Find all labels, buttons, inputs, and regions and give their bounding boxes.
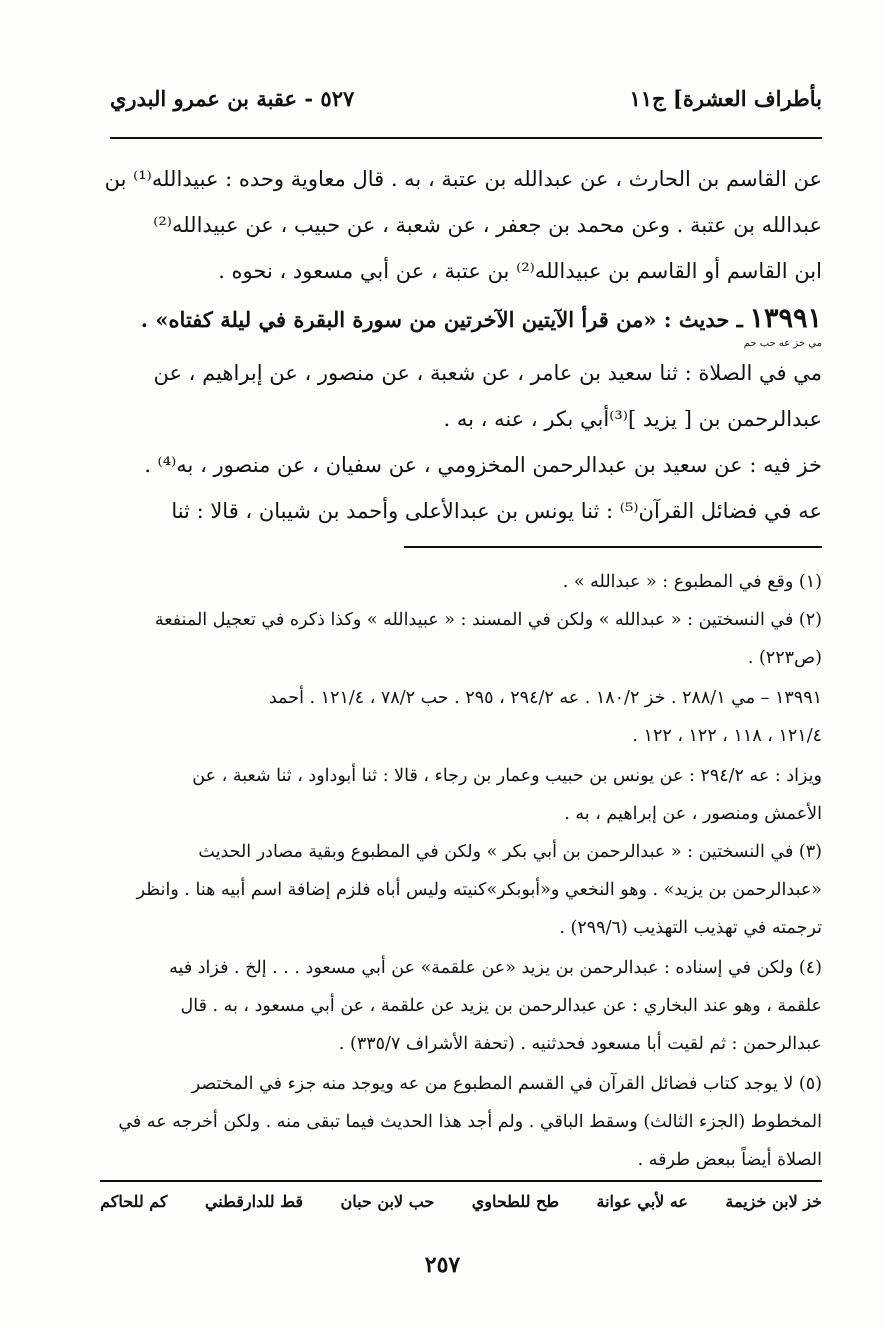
header-volume: بأطراف العشرة] ج١١ <box>629 86 822 111</box>
hadith-title: ـ حديث : «من قرأ الآيتين الآخرتين من سورة البقرة في ليلة كفتاه» . <box>140 307 743 332</box>
page-number: ٢٥٧ <box>424 1252 461 1278</box>
footnote-5-cont: المخطوط (الجزء الثالث) وسقط الباقي . ولم أجد هذا الحديث فيما تبقى منه . ولكن أخرجه عه في <box>118 1112 822 1132</box>
footnote-5-cont: الصلاة أيضاً ببعض طرقه . <box>637 1150 822 1170</box>
main-text-line: عه في فضائل القرآن⁽⁵⁾ : ثنا يونس بن عبدالأعلى وأحمد بن شيبان ، قالا : ثنا <box>171 499 822 523</box>
footnote-takhrij: ١٣٩٩١ – مي ٢٨٨/١ . خز ١٨٠/٢ . عه ٢٩٤/٢ ، ٢٩٥ . حب ٧٨/٢ ، ١٢١/٤ . أحمد <box>268 688 822 708</box>
legend-rule <box>100 1180 822 1182</box>
footnote-5: (٥) لا يوجد كتاب فضائل القرآن في القسم المطبوع من عه ويوجد منه جزء في المختصر <box>191 1074 822 1094</box>
footnote-addition: ويزاد : عه ٢٩٤/٢ : عن يونس بن حبيب وعمار بن رجاء ، قالا : ثنا أبوداود ، ثنا شعبة ، عن <box>192 766 822 786</box>
legend-item: كم للحاكم <box>100 1192 168 1211</box>
footnote-3-cont: «عبدالرحمن بن يزيد» . وهو النخعي و«أبوبكر»كنيته وليس أباه فلزم إضافة اسم أبيه هنا . وانظر <box>136 880 822 900</box>
footnote-2: (٢) في النسختين : « عبدالله » ولكن في المسند : « عبيدالله » وكذا ذكره في تعجيل المنفعة <box>154 610 822 630</box>
footnote-addition-cont: الأعمش ومنصور ، عن إبراهيم ، به . <box>564 804 822 824</box>
footnote-takhrij-cont: ١٢١/٤ ، ١١٨ ، ١٢٢ ، ١٢٢ . <box>632 726 822 746</box>
footnote-1: (١) وقع في المطبوع : « عبدالله » . <box>562 572 822 592</box>
footnote-2-cont: (ص٢٢٣) . <box>747 648 822 668</box>
header-rule <box>110 137 822 139</box>
main-text-line: عن القاسم بن الحارث ، عن عبدالله بن عتبة ، به . قال معاوية وحده : عبيدالله⁽¹⁾ بن <box>104 167 822 191</box>
footnote-rule <box>404 546 822 548</box>
main-text-line: ابن القاسم أو القاسم بن عبيدالله⁽²⁾ بن عتبة ، عن أبي مسعود ، نحوه . <box>218 259 822 283</box>
main-text-line: مي في الصلاة : ثنا سعيد بن عامر ، عن شعبة ، عن منصور ، عن إبراهيم ، عن <box>153 361 822 385</box>
hadith-sigla: مي خز عه حب حم <box>743 338 822 349</box>
legend-item: خز لابن خزيمة <box>725 1192 822 1211</box>
hadith-heading <box>100 296 822 343</box>
footnote-3-cont: ترجمته في تهذيب التهذيب (٢٩٩/٦) . <box>559 918 822 938</box>
hadith-number: ١٣٩٩١ <box>749 303 822 334</box>
footnote-4-cont: علقمة ، وهو عند البخاري : عن عبدالرحمن بن يزيد عن علقمة ، عن أبي مسعود ، به . قال <box>180 996 822 1016</box>
legend-item: حب لابن حبان <box>340 1192 435 1211</box>
abbreviation-legend <box>100 1192 822 1211</box>
footnote-4: (٤) ولكن في إسناده : عبدالرحمن بن يزيد «عن علقمة» عن أبي مسعود . . . إلخ . فزاد فيه <box>169 958 822 978</box>
main-text-line: خز فيه : عن سعيد بن عبدالرحمن المخزومي ، عن سفيان ، عن منصور ، به⁽⁴⁾ . <box>144 453 822 477</box>
main-text-line: عبدالله بن عتبة . وعن محمد بن جعفر ، عن شعبة ، عن حبيب ، عن عبيدالله⁽²⁾ <box>153 213 822 237</box>
legend-item: طح للطحاوي <box>471 1192 560 1211</box>
main-text-line: عبدالرحمن بن [ يزيد ]⁽³⁾أبي بكر ، عنه ، به . <box>443 407 822 431</box>
footnote-4-cont: عبدالرحمن : ثم لقيت أبا مسعود فحدثنيه . (تحفة الأشراف ٣٣٥/٧) . <box>338 1034 822 1054</box>
footnote-3: (٣) في النسختين : « عبدالرحمن بن أبي بكر » ولكن في المطبوع وبقية مصادر الحديث <box>198 842 822 862</box>
running-header <box>110 86 822 126</box>
legend-item: عه لأبي عوانة <box>596 1192 688 1211</box>
legend-item: قط للدارقطني <box>204 1192 304 1211</box>
header-chapter: ٥٢٧ - عقبة بن عمرو البدري <box>110 86 355 111</box>
